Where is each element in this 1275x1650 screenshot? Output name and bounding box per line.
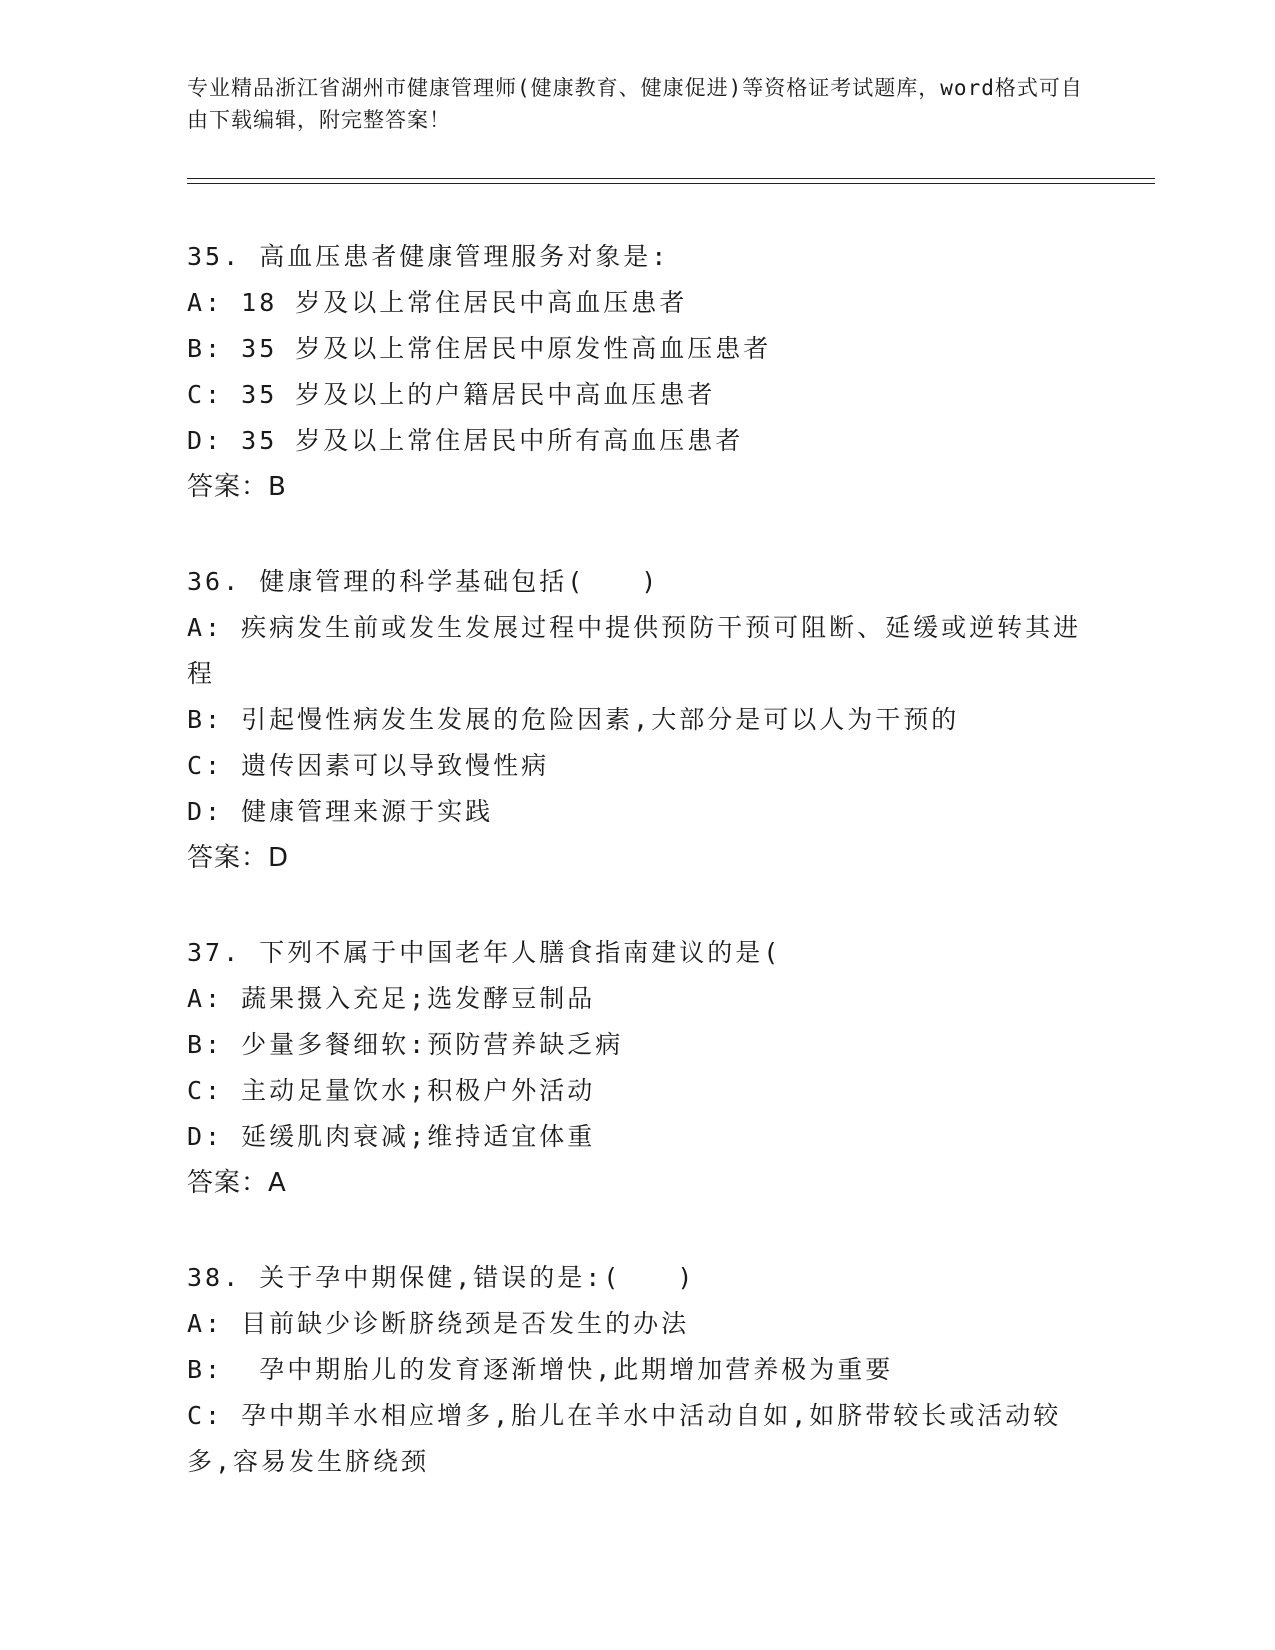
document-header — [187, 72, 1087, 136]
option-c: C: 遗传因素可以导致慢性病 — [187, 751, 550, 780]
question-36 — [187, 559, 1087, 881]
option-b: B: 35 岁及以上常住居民中原发性高血压患者 — [187, 334, 772, 363]
option-b: B: 少量多餐细软:预防营养缺乏病 — [187, 1030, 624, 1059]
option-a: A: 蔬果摄入充足;选发酵豆制品 — [187, 984, 596, 1013]
option-a: A: 疾病发生前或发生发展过程中提供预防干预可阻断、延缓或逆转其进程 — [187, 613, 1082, 688]
question-stem: 38. 关于孕中期保健,错误的是:( ) — [187, 1263, 696, 1292]
header-double-rule — [187, 178, 1155, 184]
option-d: D: 35 岁及以上常住居民中所有高血压患者 — [187, 426, 744, 455]
question-stem: 36. 健康管理的科学基础包括( ) — [187, 567, 660, 596]
question-list — [187, 234, 1087, 1534]
question-38 — [187, 1255, 1087, 1485]
option-d: D: 健康管理来源于实践 — [187, 797, 494, 826]
answer-label: 答案：A — [187, 1168, 287, 1198]
header-text: 专业精品浙江省湖州市健康管理师(健康教育、健康促进)等资格证考试题库，word格式可自由下载编辑，附完整答案！ — [187, 76, 1083, 132]
answer-label: 答案：B — [187, 472, 287, 502]
option-a: A: 18 岁及以上常住居民中高血压患者 — [187, 288, 688, 317]
option-a: A: 目前缺少诊断脐绕颈是否发生的办法 — [187, 1309, 690, 1338]
option-b: B: 引起慢性病发生发展的危险因素,大部分是可以人为干预的 — [187, 705, 960, 734]
option-c: C: 主动足量饮水;积极户外活动 — [187, 1076, 596, 1105]
option-b: B: 孕中期胎儿的发育逐渐增快,此期增加营养极为重要 — [187, 1355, 894, 1384]
question-stem: 35. 高血压患者健康管理服务对象是: — [187, 242, 670, 271]
option-c: C: 35 岁及以上的户籍居民中高血压患者 — [187, 380, 716, 409]
option-c: C: 孕中期羊水相应增多,胎儿在羊水中活动自如,如脐带较长或活动较多,容易发生脐绕颈 — [187, 1401, 1062, 1476]
question-35 — [187, 234, 1087, 510]
option-d: D: 延缓肌肉衰减;维持适宜体重 — [187, 1122, 596, 1151]
question-stem: 37. 下列不属于中国老年人膳食指南建议的是( — [187, 938, 782, 967]
question-37 — [187, 930, 1087, 1206]
answer-label: 答案：D — [187, 843, 290, 873]
